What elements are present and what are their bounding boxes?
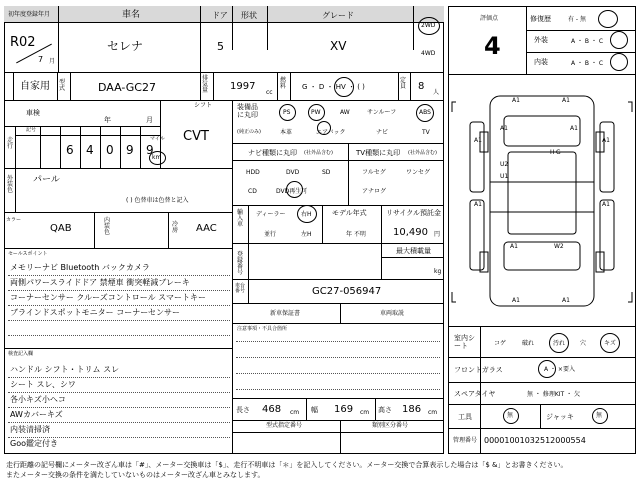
equip-pw: PW: [311, 109, 321, 116]
div: [480, 428, 481, 454]
exterior-score-options: A ・ B ・ C: [571, 38, 604, 45]
capacity: 8: [418, 81, 425, 92]
ac-label: 冷房: [172, 221, 179, 234]
div: [232, 279, 444, 280]
width-label: 幅: [311, 406, 318, 414]
div: [306, 398, 307, 420]
bracket-tl: [452, 102, 456, 112]
equip-abs: ABS: [419, 109, 431, 116]
mark-rear-1: A1: [510, 243, 518, 250]
sales-line-1: メモリーナビ Bluetooth バックカメラ: [10, 263, 150, 272]
odo-digit-2: 4: [86, 143, 94, 157]
div: [8, 320, 230, 321]
mark-side-r2: A1: [602, 201, 610, 208]
div: [232, 398, 444, 399]
tv-label: TV種類に丸印: [356, 149, 401, 157]
div: [448, 74, 636, 75]
div: [94, 212, 95, 248]
bracket-br: [628, 292, 632, 302]
spare-label: スペアタイヤ: [454, 390, 496, 398]
div: [232, 296, 233, 454]
div: [410, 72, 411, 100]
max-load-label: 最大積載量: [396, 247, 431, 255]
div: [8, 275, 230, 276]
div: [232, 143, 444, 144]
div: [60, 126, 61, 168]
import-left-h: 左H: [301, 231, 312, 238]
div: [8, 422, 230, 423]
div: [232, 160, 444, 161]
exterior-label: 外装色: [7, 175, 14, 194]
equip-airbag: エアバック: [316, 129, 346, 136]
sales-label: セールスポイント: [8, 251, 48, 257]
exterior-c-circle: [610, 31, 628, 49]
div: [40, 126, 41, 168]
interior-c-circle: [610, 53, 628, 71]
div: [4, 248, 232, 249]
doors: 5: [217, 40, 224, 53]
drive-4wd: 4WD: [421, 50, 436, 57]
right-rear-panel: [600, 200, 614, 270]
score-label: 評価点: [480, 15, 499, 22]
div: [15, 126, 16, 168]
div: [4, 212, 232, 213]
div: [232, 323, 444, 324]
jack-value: 無: [596, 412, 603, 419]
recycle-value: 10,490: [393, 227, 428, 238]
div: [526, 6, 527, 74]
mgmt-value: 00001001032512000554: [484, 436, 586, 445]
displacement-label: 排気量: [202, 75, 209, 94]
length-label: 長さ: [236, 406, 250, 414]
mark-front-1: A1: [512, 97, 520, 104]
inspection-month: 月: [146, 116, 153, 124]
color-code-label: カラー: [6, 217, 22, 223]
div: [448, 326, 636, 327]
div: [57, 72, 58, 100]
mark-side-r: A1: [602, 137, 610, 144]
height: 186: [402, 404, 422, 415]
equip-sunroof: サンルーフ: [367, 109, 397, 116]
div: [8, 335, 230, 336]
spare-value: 無 ・ 修理KIT ・ 欠: [527, 391, 580, 398]
div: [375, 398, 376, 420]
mark-side-l2: A1: [474, 201, 482, 208]
navi-label-note: (社外品含む): [304, 150, 333, 156]
mark-front-2: A1: [562, 97, 570, 104]
fuel-label: 燃料: [280, 77, 287, 90]
odo-digit-5: 9: [146, 143, 154, 157]
div: [232, 100, 233, 296]
class-label: 類別区分番号: [372, 422, 409, 429]
div: [236, 341, 440, 342]
div: [140, 126, 141, 168]
glass-label: フロントガラス: [454, 366, 503, 374]
manual: 車両取説: [380, 310, 405, 317]
navi-sd: SD: [322, 169, 331, 176]
equip-tv: TV: [422, 129, 430, 136]
km-label: km: [152, 154, 162, 161]
div: [4, 168, 232, 169]
fuel-options: G ・ D ・ HV ・ ( ): [302, 83, 365, 91]
div: [236, 389, 440, 390]
sales-line-2: 両側パワースライドドア 禁煙車 衝突軽減ブレーキ: [10, 278, 190, 287]
inspector-line-5: 内装清掃済: [10, 425, 50, 434]
inspector-line-3: 各小キズ小ヘコ: [10, 395, 66, 404]
seat-label: 室内シート: [454, 334, 475, 351]
interior-score-label: 内装: [534, 58, 548, 66]
length-unit: cm: [290, 409, 300, 416]
div: [448, 404, 636, 405]
div: [232, 420, 444, 421]
footer-line-2: またメーター交換の条件を満たしていないものはメーター改ざん車とみなします。: [6, 471, 265, 479]
mark-rear-2: A1: [512, 297, 520, 304]
chassis: GC27-056947: [312, 286, 382, 297]
model-label: 型式: [59, 79, 66, 92]
registration-label: 登録番号: [237, 251, 244, 276]
navi-dvd-play: DVD再生可: [276, 188, 308, 195]
div: [232, 205, 444, 206]
grade-label: グレード: [322, 11, 354, 20]
div: [213, 72, 214, 100]
inspector-line-6: Goo鑑定付き: [10, 439, 58, 448]
navi-hdd: HDD: [246, 169, 260, 176]
seat-opt-tear: 破れ: [522, 340, 535, 347]
jack-label: ジャッキ: [546, 413, 574, 421]
div: [340, 420, 341, 454]
inspector-label: 検査記入欄: [8, 351, 34, 357]
displacement: 1997: [230, 81, 256, 92]
import-label: 輸入車: [237, 209, 244, 228]
equip-aw: AW: [340, 109, 350, 116]
div: [15, 168, 16, 212]
use: 自家用: [20, 81, 50, 92]
tools-value: 無: [507, 412, 514, 419]
tv-analog: アナログ: [362, 188, 387, 195]
odo-digit-3: 0: [106, 143, 114, 157]
equip-ps: PS: [283, 109, 291, 116]
div: [4, 348, 232, 349]
odo-digit-1: 6: [66, 143, 74, 157]
exterior-score-label: 外装: [534, 36, 548, 44]
div: [398, 72, 399, 100]
div: [120, 126, 121, 168]
shift-label: シフト: [194, 102, 213, 109]
div: [381, 205, 382, 279]
doors-label: ドア: [212, 11, 228, 20]
inspector-line-2: シート スレ、シワ: [10, 380, 76, 389]
interior-label: 内装色: [104, 217, 111, 236]
tv-fullseg: フルセグ: [362, 169, 386, 176]
import-dealer: ディーラー: [256, 211, 286, 218]
length: 468: [262, 404, 282, 415]
exterior-color-note: ( ) 色替車は色替と記入: [126, 197, 189, 204]
tools-label: 工具: [458, 413, 472, 421]
mark-g: G: [556, 149, 561, 156]
exterior-color: パール: [33, 175, 60, 185]
div: [70, 72, 71, 100]
inspector-line-1: ハンドル シフト・トリム スレ: [10, 365, 120, 374]
bracket-bl: [452, 292, 456, 302]
import-parallel: 並行: [264, 231, 277, 238]
recycle-label: リサイクル預託金: [386, 209, 442, 217]
left-rear-panel: [470, 200, 484, 270]
car-name-label: 車名: [122, 10, 141, 20]
inspection-year: 年: [104, 116, 111, 124]
navi-cd: CD: [248, 188, 257, 195]
model-year-value: 年 不明: [346, 231, 366, 238]
div: [8, 392, 230, 393]
div: [232, 432, 444, 433]
odometer-label: 走行: [7, 137, 14, 150]
div: [348, 143, 349, 205]
div: [448, 357, 636, 358]
navi-label: ナビ種類に丸印: [248, 149, 297, 157]
div: [200, 72, 201, 100]
glass-value: A ・ ×要入: [544, 366, 575, 373]
notes-label: 注意事項・不具合箇所: [237, 326, 288, 332]
div: [232, 303, 444, 304]
div: [448, 428, 636, 429]
sales-line-4: ブラインドスポットモニター コーナーセンサー: [10, 308, 181, 317]
div: [58, 6, 59, 72]
div: [200, 6, 201, 72]
mark-side-l: A1: [474, 137, 482, 144]
bracket-tr: [628, 102, 632, 112]
tv-label-note: (社外品含む): [408, 150, 437, 156]
div: [8, 305, 230, 306]
ac: AAC: [196, 223, 217, 234]
div: [15, 135, 160, 136]
inspection-label: 車検: [26, 109, 40, 117]
mark-fender-r: A1: [570, 125, 578, 132]
height-label: 高さ: [378, 406, 392, 414]
equip-navi: ナビ: [376, 129, 389, 136]
div: [232, 6, 233, 50]
div: [232, 243, 444, 244]
repair-none-circle: [598, 10, 618, 28]
car-diagram: [450, 82, 634, 320]
chassis-label: 車台番号: [235, 283, 246, 294]
width: 169: [334, 404, 354, 415]
div: [381, 257, 444, 258]
div: [80, 126, 81, 168]
div: [248, 279, 249, 303]
equip-leather: 本革: [280, 129, 293, 136]
div: [267, 6, 268, 50]
div: [8, 377, 230, 378]
div: [8, 290, 230, 291]
car-name: セレナ: [107, 39, 144, 53]
color-code: QAB: [50, 223, 72, 234]
car-roof: [508, 152, 576, 234]
div: [413, 6, 414, 50]
grade: XV: [330, 39, 347, 53]
mark-fender-l: A1: [500, 125, 508, 132]
odo-digit-4: 9: [126, 143, 134, 157]
type-label: 型式指定番号: [266, 422, 303, 429]
footer-line-1: 走行距離の記号欄にメーター改ざん車は「#」、メーター交換車は「$」、走行不明車は「＊」を記入してください。メーター交換で合算表示した場合は「$ &」とお書きください。: [6, 461, 568, 469]
score-value: 4: [484, 32, 501, 60]
sales-line-3: コーナーセンサー クルーズコントロール スマートキー: [10, 293, 206, 302]
first-reg-year: R02: [10, 35, 36, 50]
height-unit: cm: [428, 409, 438, 416]
tv-oneseg: ワンセグ: [406, 169, 431, 176]
mark-u1: U1: [500, 173, 509, 180]
record-label: 記号: [26, 127, 37, 133]
div: [8, 407, 230, 408]
model-year-label: モデル年式: [332, 209, 367, 217]
div: [322, 205, 323, 243]
recycle-unit: 円: [434, 231, 441, 238]
div: [8, 437, 230, 438]
div: [480, 326, 481, 428]
mark-h: H: [550, 149, 555, 156]
import-right-h: 右H: [301, 211, 312, 218]
div: [4, 100, 444, 101]
width-unit: cm: [360, 409, 370, 416]
drive-2wd: 2WD: [421, 22, 436, 29]
mark-w2: W2: [554, 243, 564, 250]
capacity-unit: 人: [433, 89, 440, 96]
inspector-line-4: AWカバーキズ: [10, 410, 63, 419]
first-reg-label: 初年度登録年月: [8, 11, 51, 18]
mark-u2: U2: [500, 161, 509, 168]
div: [100, 126, 101, 168]
fuel-hv-circle: [334, 77, 354, 97]
seat-opt-burn: コゲ: [494, 340, 507, 347]
month-unit: 月: [49, 58, 56, 65]
equipment-sublabel: (純正のみ): [237, 129, 261, 135]
model: DAA-GC27: [98, 81, 156, 94]
shape-label: 形状: [241, 11, 257, 20]
warranty: 新車保証書: [270, 310, 301, 317]
repair-options: 有 - 無: [568, 16, 586, 23]
seat-opt-scratch: キズ: [604, 340, 616, 347]
div: [236, 357, 440, 358]
div: [168, 212, 169, 248]
navi-dvd: DVD: [286, 169, 300, 176]
dvd-play-circle: [286, 181, 303, 198]
div: [448, 382, 636, 383]
max-load-unit: kg: [434, 268, 442, 275]
repair-label: 修復歴: [530, 15, 551, 23]
div: [248, 205, 249, 243]
div: [277, 72, 278, 100]
mgmt-label: 管理番号: [453, 437, 478, 444]
div: [290, 72, 291, 100]
first-reg-month: 7: [38, 55, 44, 64]
cc: cc: [266, 89, 273, 96]
div: [236, 373, 440, 374]
div: [540, 404, 541, 428]
shift: CVT: [183, 129, 209, 144]
div: [13, 72, 14, 100]
div: [248, 243, 249, 279]
div: [340, 303, 341, 323]
equipment-label: 装備品に丸印: [237, 103, 258, 119]
capacity-label: 定員: [400, 77, 407, 90]
seat-opt-hole: 穴: [580, 340, 587, 347]
mark-rear-3: A1: [562, 297, 570, 304]
seat-opt-stain: 汚れ: [553, 340, 566, 347]
car-windshield: [504, 116, 580, 146]
mile-label: マイル: [150, 136, 165, 142]
interior-score-options: A ・ B ・ C: [571, 60, 604, 67]
